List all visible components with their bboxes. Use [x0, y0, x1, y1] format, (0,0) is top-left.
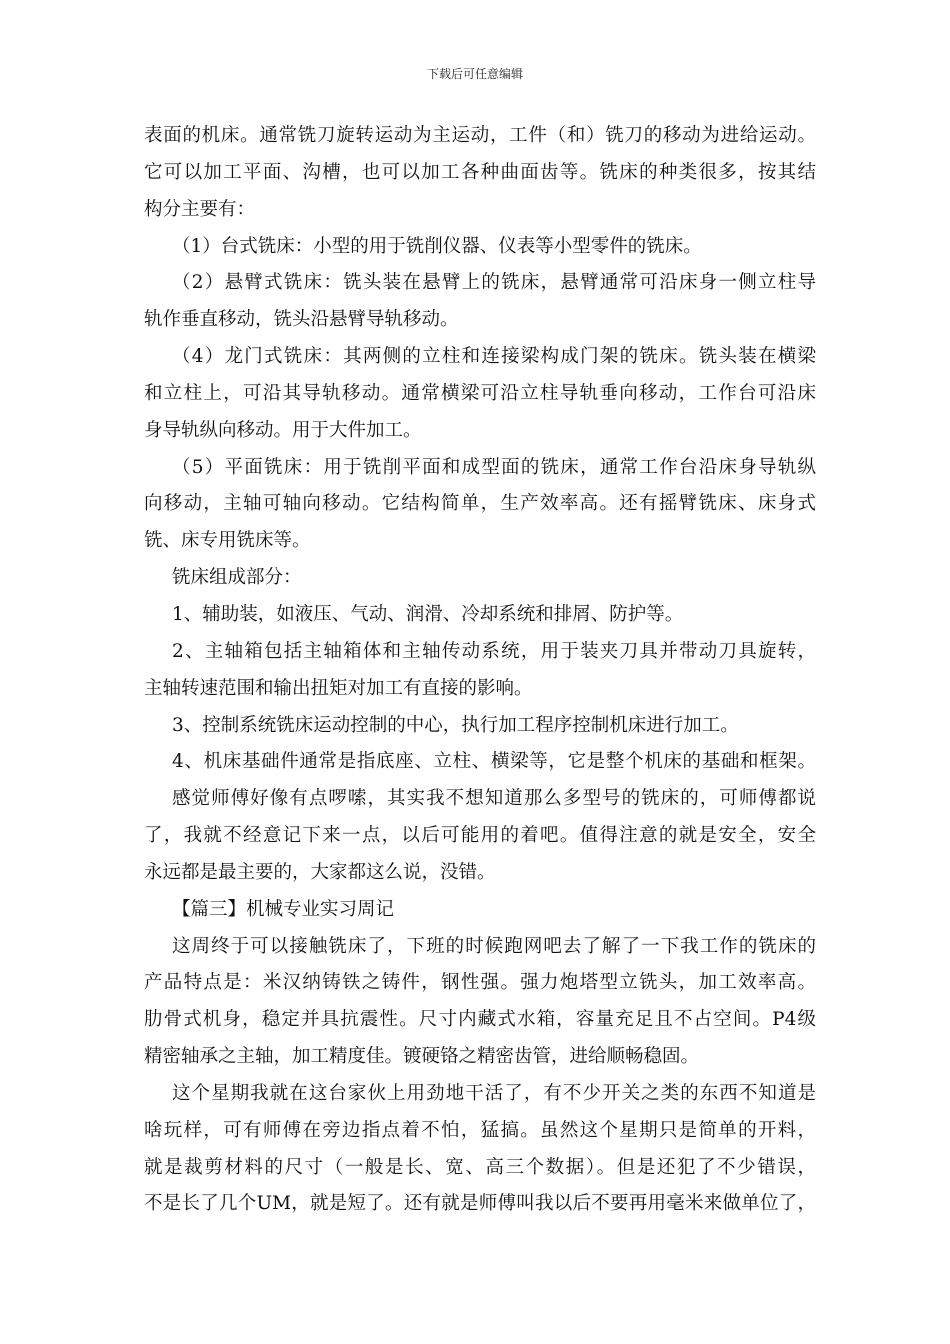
text-line: （2）悬臂式铣床：铣头装在悬臂上的铣床，悬臂通常可沿床身一侧立柱导 — [172, 272, 816, 294]
text-line: 就是裁剪材料的尺寸（一般是长、宽、高三个数据）。但是还犯了不少错误， — [144, 1156, 816, 1178]
text-line: 构分主要有： — [144, 198, 256, 220]
text-line: 了，我就不经意记下来一点，以后可能用的着吧。值得注意的就是安全，安全 — [144, 825, 816, 847]
text-line: 精密轴承之主轴，加工精度佳。镀硬铬之精密齿管，进给顺畅稳固。 — [144, 1046, 700, 1068]
text-line: 铣、床专用铣床等。 — [144, 530, 311, 552]
text-line: 轨作垂直移动，铣头沿悬臂导轨移动。 — [144, 309, 459, 331]
section-heading: 【篇三】机械专业实习周记 — [172, 898, 395, 920]
text-line: （1）台式铣床：小型的用于铣削仪器、仪表等小型零件的铣床。 — [172, 235, 702, 257]
text-line: 3、控制系统铣床运动控制的中心，执行加工程序控制机床进行加工。 — [172, 714, 739, 736]
text-line: 不是长了几个UM，就是短了。还有就是师傅叫我以后不要再用毫米来做单位了， — [144, 1193, 816, 1215]
text-line: 肋骨式机身，稳定并具抗震性。尺寸内藏式水箱，容量充足且不占空间。P4级 — [144, 1009, 816, 1031]
text-line: 身导轨纵向移动。用于大件加工。 — [144, 419, 422, 441]
document-body — [144, 118, 816, 1223]
text-line: 2、主轴箱包括主轴箱体和主轴传动系统，用于装夹刀具并带动刀具旋转， — [172, 640, 816, 662]
text-line: 表面的机床。通常铣刀旋转运动为主运动，工件（和）铣刀的移动为进给运动。 — [144, 125, 816, 146]
text-line: 铣床组成部分： — [172, 567, 302, 589]
text-line: 向移动，主轴可轴向移动。它结构简单，生产效率高。还有摇臂铣床、床身式 — [144, 493, 816, 515]
text-line: 这个星期我就在这台家伙上用劲地干活了，有不少开关之类的东西不知道是 — [172, 1082, 816, 1104]
text-line: 4、机床基础件通常是指底座、立柱、横梁等，它是整个机床的基础和框架。 — [172, 751, 816, 773]
text-line: （5）平面铣床：用于铣削平面和成型面的铣床，通常工作台沿床身导轨纵 — [172, 456, 816, 478]
text-line: 感觉师傅好像有点啰嗦，其实我不想知道那么多型号的铣床的，可师傅都说 — [172, 788, 816, 810]
text-line: 和立柱上，可沿其导轨移动。通常横梁可沿立柱导轨垂向移动，工作台可沿床 — [144, 382, 816, 404]
page-header: 下载后可任意编辑 — [426, 67, 523, 81]
text-line: 主轴转速范围和输出扭矩对加工有直接的影响。 — [144, 677, 533, 699]
text-line: 永远都是最主要的，大家都这么说，没错。 — [144, 861, 496, 883]
text-line: 产品特点是：米汉纳铸铁之铸件，钢性强。强力炮塔型立铣头，加工效率高。 — [144, 972, 816, 994]
text-line: 它可以加工平面、沟槽，也可以加工各种曲面齿等。铣床的种类很多，按其结 — [144, 161, 816, 183]
text-line: 1、辅助装，如液压、气动、润滑、冷却系统和排屑、防护等。 — [172, 603, 684, 625]
text-line: 啥玩样，可有师傅在旁边指点着不怕，猛搞。虽然这个星期只是简单的开料， — [144, 1119, 816, 1141]
text-line: （4）龙门式铣床：其两侧的立柱和连接梁构成门架的铣床。铣头装在横梁 — [172, 346, 816, 368]
text-line: 这周终于可以接触铣床了，下班的时候跑网吧去了解了一下我工作的铣床的 — [172, 935, 816, 957]
